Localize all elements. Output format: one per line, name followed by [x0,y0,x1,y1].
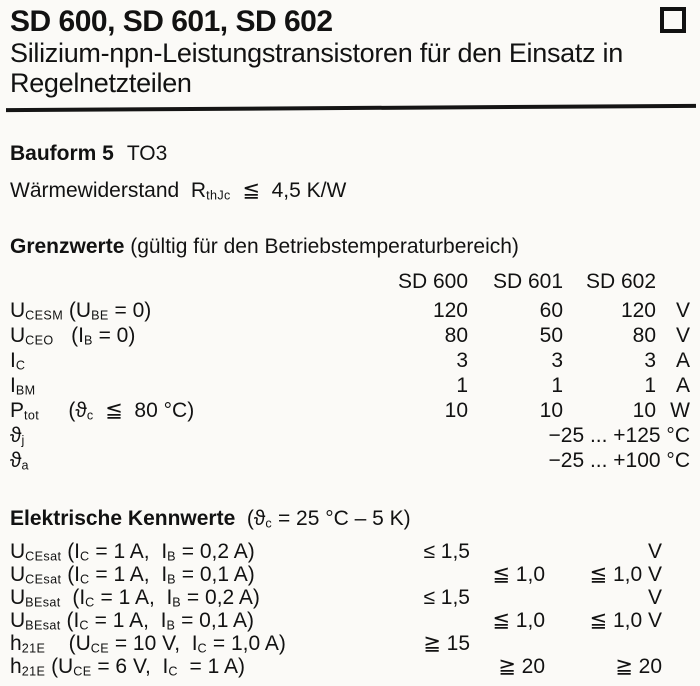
subscript: C [80,548,90,563]
subtitle-line-2: Regelnetzteilen [10,68,192,98]
header-rule [6,104,696,112]
subscript: BEsat [25,617,61,632]
value-cell: 1 [644,374,656,398]
value-cell: ≤ 1,5 [423,585,470,609]
table-row [10,563,662,586]
subscript: BEsat [25,594,61,609]
grenzwerte-subtitle: (gültig für den Betriebstemperaturbereich) [124,235,519,259]
subscript: BM [15,383,36,398]
elektrische-section-title [10,506,690,536]
subscript: tot [24,408,40,423]
table-row [10,398,690,423]
grenzwerte-rows [10,298,690,473]
subscript: 21E [21,663,46,678]
unit-cell: A [675,349,690,373]
subscript: C [79,617,89,632]
subscript: j [21,433,25,448]
row-label: ϑa [10,449,29,473]
elektrische-rows [10,540,690,678]
table-row [10,373,690,398]
value-cell: ≤ 1,5 [423,539,470,563]
row-label: ϑj [10,424,25,448]
subscript: C [15,358,26,373]
row-label: UCEsat (IC = 1 A, IB = 0,1 A) [10,562,255,586]
value-cell: 80 [632,324,656,348]
grenzwerte-title: Grenzwerte [10,235,125,259]
row-label: UBEsat (IC = 1 A, IB = 0,1 A) [10,608,255,632]
subtitle-line-1: Silizium-npn-Leistungstransistoren für den Einsatz in [10,38,623,68]
table-row [10,323,690,348]
thermal-resistance-line: Wärmewiderstand RthJc ≦ 4,5 K/W [10,179,347,203]
subscript: B [166,617,176,632]
subscript: B [167,548,176,563]
subscript: CEsat [25,548,62,563]
column-header-sd601: SD 601 [492,270,563,294]
temperature-range-value: −25 ... +125 °C [548,424,690,448]
table-row [10,609,662,632]
row-label: IBM [10,374,36,398]
subscript: CEO [25,333,54,348]
unit-cell: W [670,399,690,423]
value-cell: 3 [551,349,563,373]
row-label: IC [10,349,26,373]
value-cell: 50 [539,324,563,348]
grenzwerte-section-title [10,235,690,259]
value-cell: 120 [620,299,656,323]
elektrische-title: Elektrische Kennwerte [10,507,236,531]
subscript: B [172,594,182,609]
table-row [10,632,662,655]
temperature-range-value: −25 ... +100 °C [548,449,690,473]
subscript: B [83,333,93,348]
grenzwerte-header-row [10,269,690,294]
value-cell: 1 [551,374,563,398]
value-cell: ≦ 1,0 V [589,562,662,586]
row-label: UBEsat (IC = 1 A, IB = 0,2 A) [10,585,260,609]
table-row [10,448,690,473]
unit-cell: V [675,324,690,348]
subscript: C [197,640,208,655]
row-label: h21E (UCE = 6 V, IC = 1 A) [10,654,245,678]
value-cell: 3 [644,349,656,373]
subscript: CEsat [25,571,62,586]
subscript: c [265,516,273,531]
row-label: UCESM (UBE = 0) [10,299,152,323]
table-row [10,423,690,448]
subscript: CESM [25,308,64,323]
table-row [10,348,690,373]
value-cell: 10 [444,399,468,423]
table-row [10,540,662,563]
value-cell: 120 [432,299,468,323]
unit-cell: V [675,299,690,323]
value-cell: 10 [632,399,656,423]
value-cell: 10 [539,399,563,423]
subscript: CE [90,640,109,655]
bauform-label: Bauform 5 [10,142,114,165]
row-label: h21E (UCE = 10 V, IC = 1,0 A) [10,631,286,655]
bauform-line [10,142,690,166]
row-label: Ptot (ϑc ≦ 80 °C) [10,399,195,423]
value-cell: V [647,539,662,563]
subscript: C [80,571,90,586]
subscript: c [86,408,94,423]
package-type: TO3 [126,142,168,165]
subscript: CE [73,663,92,678]
subscript: 21E [21,640,46,655]
value-cell: 1 [456,374,468,398]
value-cell: 60 [539,299,563,323]
subscript: C [168,663,178,678]
subscript: B [167,571,176,586]
value-cell: ≦ 1,0 [492,608,545,632]
page-title: SD 600, SD 601, SD 602 [10,5,333,38]
column-header-sd600: SD 600 [397,270,468,294]
value-cell: ≧ 20 [615,654,662,678]
row-label: UCEsat (IC = 1 A, IB = 0,2 A) [10,539,255,563]
subscript: a [21,458,29,473]
value-cell: ≦ 1,0 [492,562,545,586]
column-header-sd602: SD 602 [585,270,656,294]
subscript: thJc [206,188,231,203]
value-cell: V [647,585,662,609]
subscript: C [85,594,95,609]
row-label: UCEO (IB = 0) [10,324,136,348]
value-cell: 80 [444,324,468,348]
value-cell: ≦ 1,0 V [589,608,662,632]
subscript: BE [91,308,109,323]
value-cell: ≧ 20 [498,654,545,678]
value-cell: 3 [456,349,468,373]
table-row [10,655,662,678]
value-cell: ≧ 15 [423,631,470,655]
table-row [10,586,662,609]
unit-cell: A [675,374,690,398]
corner-square-marker [660,7,686,33]
elektrische-condition: (ϑc = 25 °C – 5 K) [235,507,411,531]
table-row [10,298,690,323]
